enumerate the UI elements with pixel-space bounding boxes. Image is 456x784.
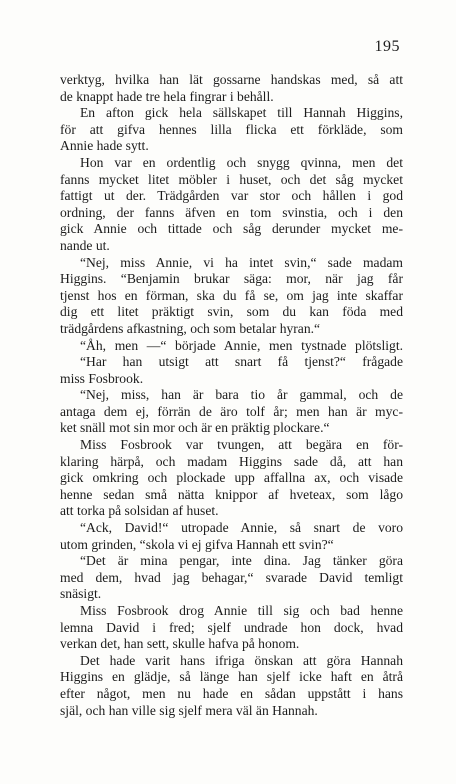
text-line: gick Annie och tittade och såg derunder mycket me-	[60, 221, 403, 237]
text-line: trädgårdens afkastning, och som betalar hyran.“	[60, 320, 321, 336]
text-line: antaga dem ej, förrän de äro tolf år; men han är myc-	[60, 403, 403, 419]
text-line: med dem, hvad jag behagar,“ svarade David temligt	[60, 569, 403, 585]
text-line: tjenst hos en förman, ska du få se, om jag inte skaffar	[60, 287, 403, 303]
page-number: 195	[374, 38, 400, 55]
text-line: gick omkring och plockade upp affallna ax, och visade	[60, 470, 403, 486]
text-line: utom grinden, “skola vi ej gifva Hannah ett svin?“	[60, 536, 334, 552]
text-line: för att gifva hennes lilla flicka ett förkläde, som	[60, 121, 403, 137]
text-line: “Det är mina pengar, inte dina. Jag tänker göra	[80, 553, 403, 569]
text-line: snäsigt.	[60, 586, 102, 602]
text-line: själ, och han ville sig sjelf mera väl än Hannah.	[60, 702, 318, 718]
text-line: “Nej, miss, han är bara tio år gammal, och de	[80, 387, 403, 403]
text-line: efter något, men nu hade en sådan uppstått i hans	[60, 685, 403, 701]
text-line: klaring härpå, och madam Higgins sade då, att han	[60, 453, 403, 469]
text-line: “Ack, David!“ utropade Annie, så snart de voro	[80, 520, 403, 536]
text-line: Annie hade sytt.	[60, 138, 149, 154]
text-line: ket snäll mot sin mor och är en präktig plockare.“	[60, 420, 330, 436]
text-line: Det hade varit hans ifriga önskan att göra Hannah	[80, 652, 403, 668]
text-line: ordning, der fanns äfven en tom svinstia, och i den	[60, 204, 403, 220]
text-line: verktyg, hvilka han lät gossarne handskas med, så att	[60, 72, 403, 87]
text-line: att torka på solsidan af huset.	[60, 503, 219, 519]
text-line: fanns mycket litet möbler i huset, och det såg mycket	[60, 171, 403, 187]
text-line: Miss Fosbrook var tvungen, att begära en för-	[80, 437, 403, 453]
text-line: de knappt hade tre hela fingrar i behåll.	[60, 88, 274, 104]
text-line: Miss Fosbrook drog Annie till sig och bad henne	[80, 603, 403, 618]
text-line: lemna David i fred; sjelf undrade hon dock, hvad	[60, 619, 403, 635]
text-line: “Nej, miss Annie, vi ha intet svin,“ sade madam	[80, 254, 403, 270]
text-line: verkan det, han sett, skulle hafva på honom.	[60, 636, 300, 652]
text-line: Higgins. “Benjamin brukar säga: mor, när jag får	[60, 271, 403, 287]
text-line: Hon var en ordentlig och snygg qvinna, men det	[80, 154, 403, 170]
text-line: En afton gick hela sällskapet till Hannah Higgins,	[80, 105, 403, 121]
text-line: Higgins en glädje, så länge han sjelf icke haft en åtrå	[60, 669, 403, 685]
text-line: dig ett litet präktigt svin, som du kan föda med	[60, 304, 403, 320]
text-line: “Åh, men —“ började Annie, men tystnade plötsligt.	[80, 337, 403, 353]
text-line: “Har han utsigt att snart få tjenst?“ frågade	[80, 354, 403, 370]
text-line: henne sedan små nätta knippor af hveteax, som lågo	[60, 486, 403, 502]
text-line: nande ut.	[60, 237, 110, 253]
body-text	[60, 72, 403, 719]
text-line: miss Fosbrook.	[60, 370, 144, 386]
text-line: fattigt ut der. Trädgården var stor och hållen i god	[60, 188, 403, 204]
